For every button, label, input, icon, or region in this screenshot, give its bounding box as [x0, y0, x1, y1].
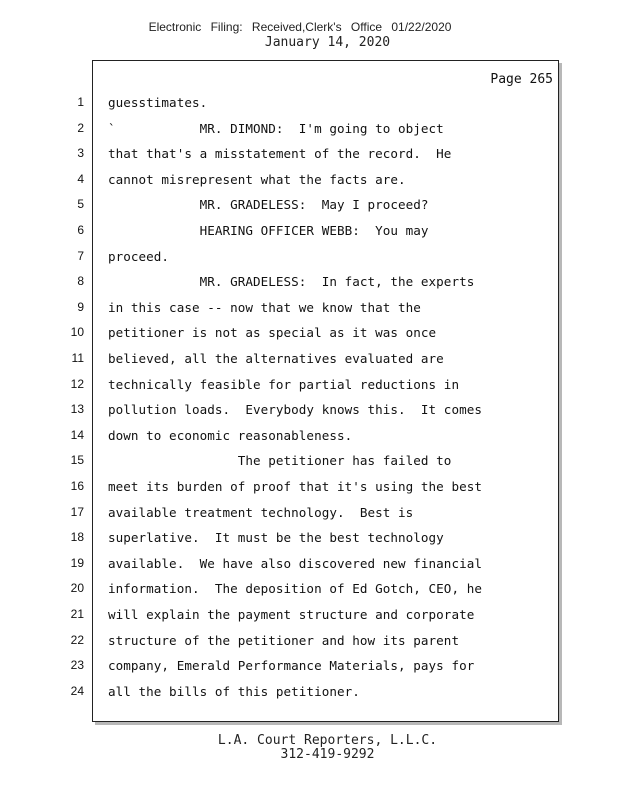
- line-number: 19: [70, 555, 84, 570]
- transcript-line: [0, 579, 530, 599]
- line-number: 24: [70, 683, 84, 698]
- line-text: MR. GRADELESS: In fact, the experts: [108, 274, 475, 290]
- line-number: 23: [70, 658, 84, 673]
- transcript-line: [0, 503, 530, 523]
- line-text: cannot misrepresent what the facts are.: [108, 171, 406, 187]
- line-text: all the bills of this petitioner.: [108, 683, 360, 699]
- line-text: The petitioner has failed to: [108, 453, 452, 469]
- line-number: 13: [70, 402, 84, 417]
- transcript-line: [0, 682, 530, 702]
- line-number: 10: [70, 325, 84, 340]
- line-text: information. The deposition of Ed Gotch, CEO, he: [108, 581, 482, 597]
- line-text: available. We have also discovered new financial: [108, 555, 482, 571]
- line-number: 16: [70, 479, 84, 493]
- line-text: ` MR. DIMOND: I'm going to object: [108, 120, 444, 136]
- transcript-line: [0, 451, 530, 471]
- line-number: 21: [70, 607, 84, 621]
- line-text: will explain the payment structure and corporate: [108, 607, 475, 622]
- transcript-line: [0, 631, 530, 651]
- line-number: 20: [70, 581, 84, 596]
- transcript-line: [0, 605, 530, 625]
- line-text: guesstimates.: [108, 95, 208, 110]
- transcript-line: [0, 298, 530, 318]
- line-text: available treatment technology. Best is: [108, 504, 414, 520]
- line-number: 3: [77, 146, 84, 161]
- filing-stamp: Electronic Filing: Received,Clerk's Office 01/22/2020: [148, 20, 452, 34]
- line-number: 7: [77, 248, 84, 263]
- transcript-line: [0, 426, 530, 446]
- line-text: that that's a misstatement of the record. He: [108, 146, 452, 162]
- line-text: structure of the petitioner and how its parent: [108, 632, 460, 648]
- line-text: meet its burden of proof that it's using the best: [108, 479, 482, 494]
- line-text: technically feasible for partial reductions in: [108, 376, 460, 392]
- line-text: petitioner is not as special as it was once: [108, 325, 437, 341]
- transcript-line: [0, 247, 530, 267]
- line-text: MR. GRADELESS: May I proceed?: [108, 197, 429, 213]
- transcript-line: [0, 272, 530, 292]
- line-number: 22: [70, 632, 84, 647]
- transcript-line: [0, 528, 530, 548]
- line-number: 4: [77, 171, 84, 186]
- line-number: 14: [70, 427, 84, 442]
- line-number: 11: [71, 351, 84, 365]
- transcript-line: [0, 195, 530, 215]
- transcript-line: [0, 349, 530, 369]
- line-text: believed, all the alternatives evaluated are: [108, 351, 444, 366]
- transcript-line: [0, 656, 530, 676]
- line-text: down to economic reasonableness.: [108, 427, 353, 443]
- line-number: 15: [70, 453, 84, 468]
- reporter-phone: 312-419-9292: [280, 747, 375, 762]
- transcript-line: [0, 221, 530, 241]
- line-text: in this case -- now that we know that the: [108, 299, 421, 315]
- hearing-date: January 14, 2020: [264, 35, 391, 50]
- transcript-line: [0, 554, 530, 574]
- line-text: pollution loads. Everybody knows this. It comes: [108, 402, 482, 418]
- line-number: 17: [70, 504, 84, 519]
- line-number: 2: [77, 120, 84, 135]
- line-number: 6: [77, 223, 84, 237]
- line-number: 8: [77, 274, 84, 289]
- transcript-line: [0, 170, 530, 190]
- reporter-company: L.A. Court Reporters, L.L.C.: [217, 733, 438, 748]
- transcript-line: [0, 93, 530, 113]
- line-text: superlative. It must be the best technology: [108, 530, 444, 546]
- line-number: 5: [77, 197, 84, 212]
- line-text: proceed.: [108, 248, 170, 264]
- transcript-line: [0, 144, 530, 164]
- page-number: Page 265: [490, 72, 553, 87]
- transcript-line: [0, 375, 530, 395]
- line-number: 18: [70, 530, 84, 545]
- transcript-line: [0, 119, 530, 139]
- transcript-line: [0, 477, 530, 497]
- line-number: 1: [77, 95, 84, 109]
- transcript-line: [0, 323, 530, 343]
- line-text: company, Emerald Performance Materials, pays for: [108, 658, 475, 674]
- line-number: 9: [77, 299, 84, 314]
- line-text: HEARING OFFICER WEBB: You may: [108, 223, 429, 238]
- line-number: 12: [70, 376, 84, 391]
- transcript-line: [0, 400, 530, 420]
